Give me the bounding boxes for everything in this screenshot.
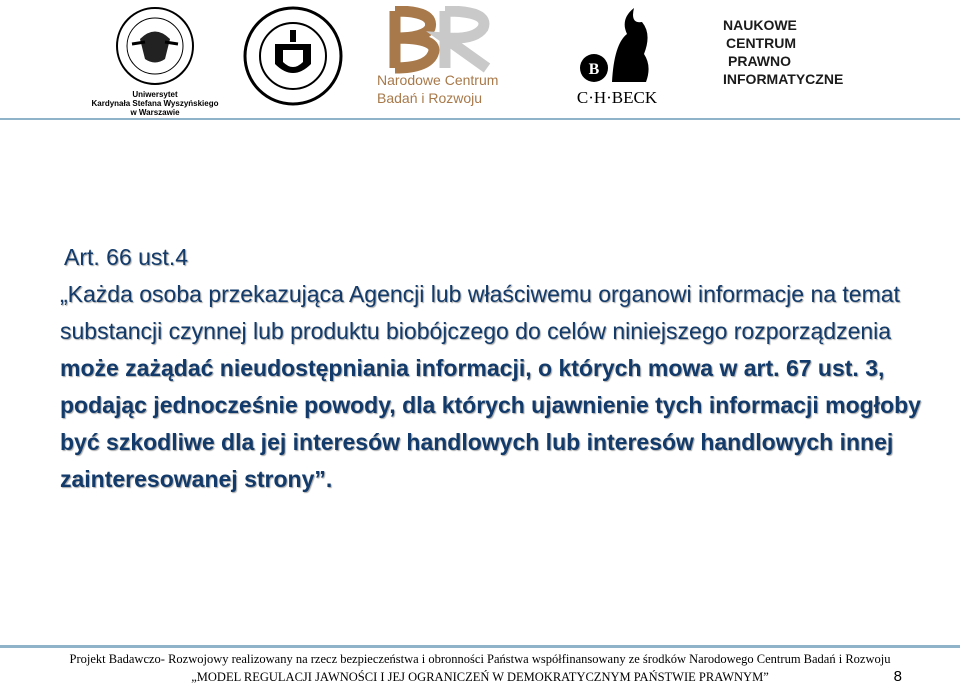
chbeck-name: C·H·BECK xyxy=(576,88,658,107)
uksw-logo xyxy=(90,4,220,116)
slide-paragraph xyxy=(60,276,940,498)
chbeck-logo xyxy=(572,4,662,110)
slide-content xyxy=(60,238,940,498)
ncpi-line: NAUKOWE xyxy=(723,17,797,33)
ncbr-line2: Badań i Rozwoju xyxy=(377,90,483,106)
uwr-logo xyxy=(243,6,343,106)
footer-line2: „MODEL REGULACJI JAWNOŚCI I JEJ OGRANICZEŃ W DEMOKRATYCZNYM PAŃSTWIE PRAWNYM” xyxy=(191,670,769,684)
footer-divider xyxy=(0,645,960,648)
footer xyxy=(0,650,960,686)
footer-line1: Projekt Badawczo- Rozwojowy realizowany na rzecz bezpieczeństwa i obronności Państwa współfinansowany ze środków Narodowego Centrum Badań i Rozwoju xyxy=(69,652,891,666)
page-number: 8 xyxy=(893,668,902,685)
slide-heading: Art. 66 ust.4 xyxy=(64,244,189,270)
paragraph-bold: może zażądać nieudostępniania informacji, o których mowa w art. 67 ust. 3, podając jednocześnie powody, dla których ujawnienie tych informacji mogłoby być szkodliwe dla jej interesów handlowych lub interesów handlowych innej zainteresowanej strony xyxy=(60,355,921,492)
uksw-name: Uniwersytet Kardynała Stefana Wyszyńskiego w Warszawie xyxy=(91,90,219,117)
ncbr-logo xyxy=(375,6,525,112)
header-logos xyxy=(0,0,960,118)
ncbr-mark-icon xyxy=(375,6,525,76)
ncpi-line: INFORMATYCZNE xyxy=(723,71,844,87)
paragraph-end: ”. xyxy=(314,466,333,492)
uwr-seal-icon xyxy=(243,6,343,106)
svg-text:B: B xyxy=(588,61,600,78)
ncpi-logo xyxy=(723,16,863,96)
griffin-icon xyxy=(572,4,662,88)
header-divider xyxy=(0,118,960,120)
ncbr-line1: Narodowe Centrum xyxy=(377,72,499,88)
ncpi-line: PRAWNO xyxy=(728,53,791,69)
paragraph-regular: „Każda osoba przekazująca Agencji lub właściwemu organowi informacje na temat substancji czynnej lub produktu biobójczego do celów niniejszego rozporządzenia xyxy=(60,281,900,344)
ncpi-line: CENTRUM xyxy=(726,35,796,51)
